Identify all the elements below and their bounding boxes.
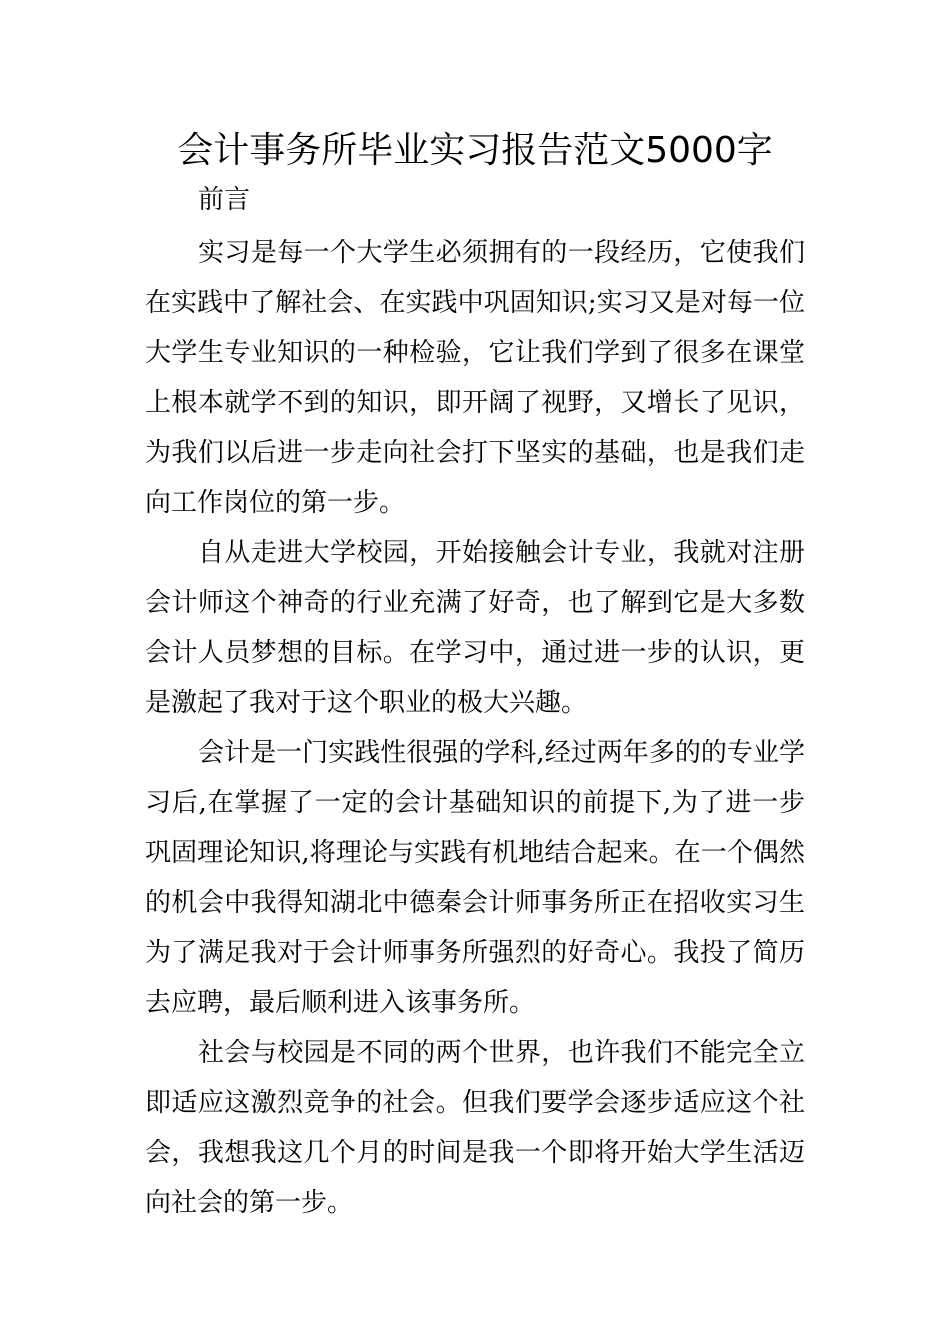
paragraph-line: 上根本就学不到的知识，即开阔了视野，又增长了见识， <box>145 388 805 418</box>
paragraph-line: 社会与校园是不同的两个世界，也许我们不能完全立 <box>198 1038 805 1068</box>
paragraph-line: 实习是每一个大学生必须拥有的一段经历，它使我们 <box>198 238 805 268</box>
paragraph-line: 会，我想我这几个月的时间是我一个即将开始大学生活迈 <box>145 1138 805 1168</box>
paragraph-line: 会计师这个神奇的行业充满了好奇，也了解到它是大多数 <box>145 588 805 618</box>
paragraph-line: 巩固理论知识,将理论与实践有机地结合起来。在一个偶然 <box>145 838 805 868</box>
paragraph-line: 向工作岗位的第一步。 <box>145 488 406 518</box>
paragraph-line: 大学生专业知识的一种检验，它让我们学到了很多在课堂 <box>145 338 805 368</box>
paragraph-2 <box>145 528 805 728</box>
paragraph-line: 的机会中我得知湖北中德秦会计师事务所正在招收实习生 <box>145 888 805 918</box>
paragraph-4 <box>145 1028 805 1228</box>
paragraph-line: 习后,在掌握了一定的会计基础知识的前提下,为了进一步 <box>145 788 805 818</box>
paragraph-line: 即适应这激烈竞争的社会。但我们要学会逐步适应这个社 <box>145 1088 805 1118</box>
document-body <box>145 228 805 1228</box>
paragraph-line: 会计人员梦想的目标。在学习中，通过进一步的认识，更 <box>145 638 805 668</box>
paragraph-line: 在实践中了解社会、在实践中巩固知识;实习又是对每一位 <box>145 288 805 318</box>
preface-heading: 前言 <box>198 185 251 215</box>
paragraph-line: 为了满足我对于会计师事务所强烈的好奇心。我投了简历 <box>145 938 805 968</box>
paragraph-line: 会计是一门实践性很强的学科,经过两年多的的专业学 <box>198 738 805 768</box>
paragraph-line: 为我们以后进一步走向社会打下坚实的基础，也是我们走 <box>145 438 805 468</box>
paragraph-line: 向社会的第一步。 <box>145 1188 354 1218</box>
paragraph-line: 是激起了我对于这个职业的极大兴趣。 <box>145 688 588 718</box>
document-title: 会计事务所毕业实习报告范文5000字 <box>177 130 773 171</box>
paragraph-line: 自从走进大学校园，开始接触会计专业，我就对注册 <box>198 538 805 568</box>
paragraph-line: 去应聘，最后顺利进入该事务所。 <box>145 988 536 1018</box>
paragraph-3 <box>145 728 805 1028</box>
paragraph-1 <box>145 228 805 528</box>
